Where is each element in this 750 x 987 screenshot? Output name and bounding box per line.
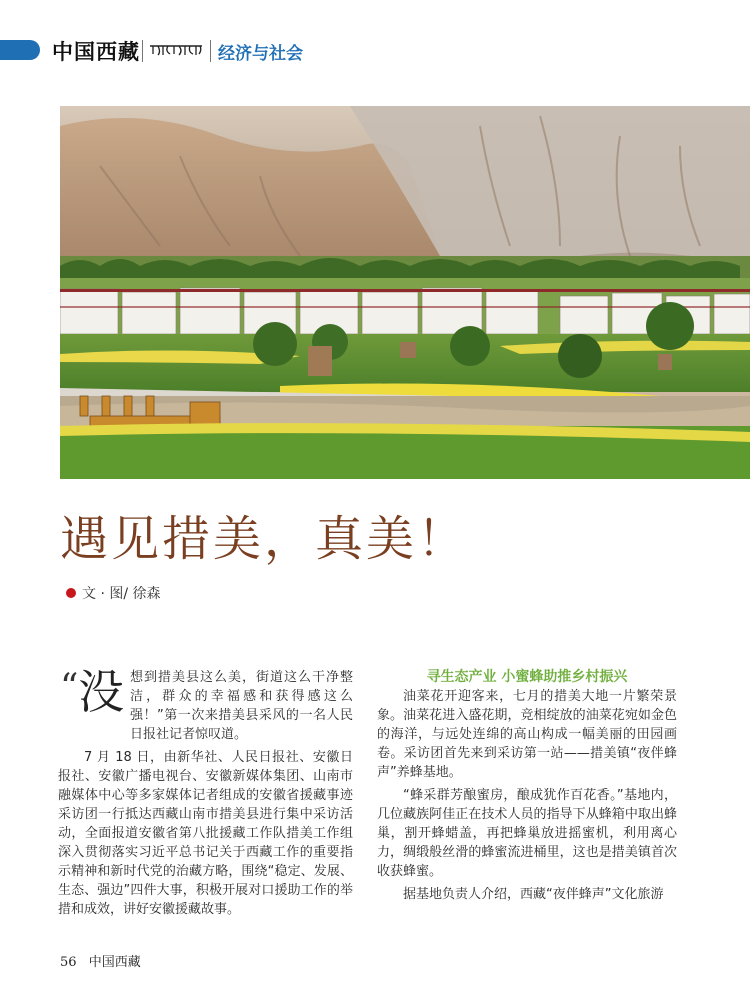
lead-text: 想到措美县这么美，街道这么干净整洁，群众的幸福感和获得感这么强！”第一次来措美县采风的一名人民日报社记者惊叹道。 [130,670,353,742]
byline [66,583,161,603]
dropcap-quote: “ [60,667,79,708]
paragraph: 据基地负责人介绍，西藏“夜伴蜂声”文化旅游 [403,887,664,902]
header-divider [142,40,143,62]
section-title: 经济与社会 [218,44,303,64]
paragraph: “蜂采群芳酿蜜房，酿成犹作百花香。”基地内，几位藏族阿佳正在技术人员的指导下从蜂箱中取出蜂巢，割开蜂蜡盖，再把蜂巢放进摇蜜机，利用离心力，绸缎般丝滑的蜂蜜流进桶里，这也是措美镇首次收获蜂蜜。 [377,788,677,879]
paragraph: 油菜花开迎客来，七月的措美大地一片繁荣景象。油菜花进入盛花期，竞相绽放的油菜花宛如金色的海洋，与远处连绵的高山构成一幅美丽的田园画卷。采访团首先来到采访第一站——措美镇“夜伴蜂声”养蜂基地。 [377,689,677,780]
header-accent-bar [0,40,40,60]
hero-landscape-photo [60,106,750,479]
article-left-column [58,665,353,919]
page-footer [60,951,141,970]
dropcap-character: 没 [78,665,124,719]
paragraph: 7 月 18 日，由新华社、人民日报社、安徽日报社、安徽广播电视台、安徽新媒体集团、山南市融媒体中心等多家媒体记者组成的安徽省援藏事迹采访团一行抵达西藏山南市措美县进行集中采访活动，全面报道安徽省第八批援藏工作队措美工作组深入贯彻落实习近平总书记关于西藏工作的重要指示精神和新时代党的治藏方略，围绕“稳定、发展、生态、强边”四件大事，积极开展对口援助工作的举措和成效，讲好安徽援藏故事。 [58,750,353,917]
article-right-column [377,668,677,904]
section-subheading: 寻生态产业 小蜜蜂助推乡村振兴 [426,669,628,685]
lead-paragraph [58,665,353,744]
page-number: 56 [60,955,77,970]
tibetan-script-logo [148,41,204,59]
footer-magazine-name: 中国西藏 [88,955,141,970]
magazine-title: 中国西藏 [52,39,140,64]
byline-text: 文 · 图/ 徐森 [82,586,161,602]
article-headline: 遇见措美，真美！ [60,511,469,567]
bullet-icon [66,588,76,598]
header-divider [210,40,211,62]
